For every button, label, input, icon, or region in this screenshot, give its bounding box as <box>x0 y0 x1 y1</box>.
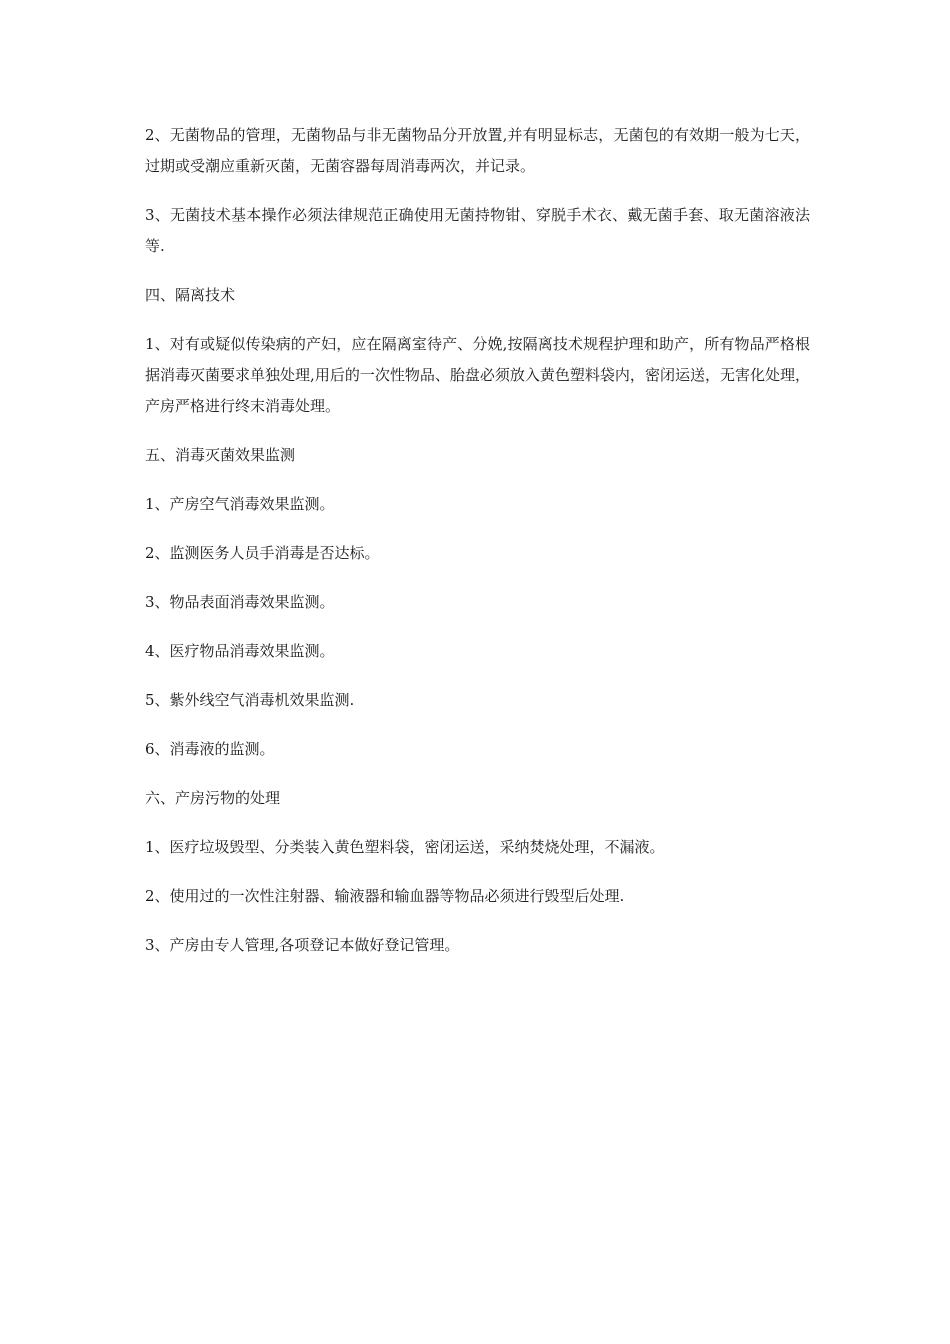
sterile-items-management-paragraph: 2、无菌物品的管理，无菌物品与非无菌物品分开放置,并有明显标志，无菌包的有效期一般为七天，过期或受潮应重新灭菌，无菌容器每周消毒两次，并记录。 <box>145 126 810 175</box>
waste-item-2: 2、使用过的一次性注射器、输液器和输血器等物品必须进行毁型后处理. <box>145 887 625 905</box>
monitoring-item-2: 2、监测医务人员手消毒是否达标。 <box>145 544 380 562</box>
monitoring-item-3: 3、物品表面消毒效果监测。 <box>145 593 335 611</box>
isolation-paragraph: 1、对有或疑似传染病的产妇，应在隔离室待产、分娩,按隔离技术规程护理和助产，所有物品严格根据消毒灭菌要求单独处理,用后的一次性物品、胎盘必须放入黄色塑料袋内，密闭运送，无害化处理，产房严格进行终末消毒处理。 <box>145 335 810 415</box>
waste-item-1: 1、医疗垃圾毁型、分类装入黄色塑料袋，密闭运送，采纳焚烧处理，不漏液。 <box>145 838 665 856</box>
isolation-technique-heading: 四、隔离技术 <box>145 286 236 304</box>
monitoring-item-4: 4、医疗物品消毒效果监测。 <box>145 642 335 660</box>
monitoring-item-5: 5、紫外线空气消毒机效果监测. <box>145 691 355 709</box>
sterile-technique-paragraph: 3、无菌技术基本操作必须法律规范正确使用无菌持物钳、穿脱手术衣、戴无菌手套、取无菌溶液法等. <box>145 206 810 255</box>
waste-handling-heading: 六、产房污物的处理 <box>145 789 281 807</box>
document-body <box>145 120 810 979</box>
monitoring-item-1: 1、产房空气消毒效果监测。 <box>145 495 335 513</box>
disinfection-monitoring-heading: 五、消毒灭菌效果监测 <box>145 446 296 464</box>
monitoring-item-6: 6、消毒液的监测。 <box>145 740 275 758</box>
waste-item-3: 3、产房由专人管理,各项登记本做好登记管理。 <box>145 936 460 954</box>
